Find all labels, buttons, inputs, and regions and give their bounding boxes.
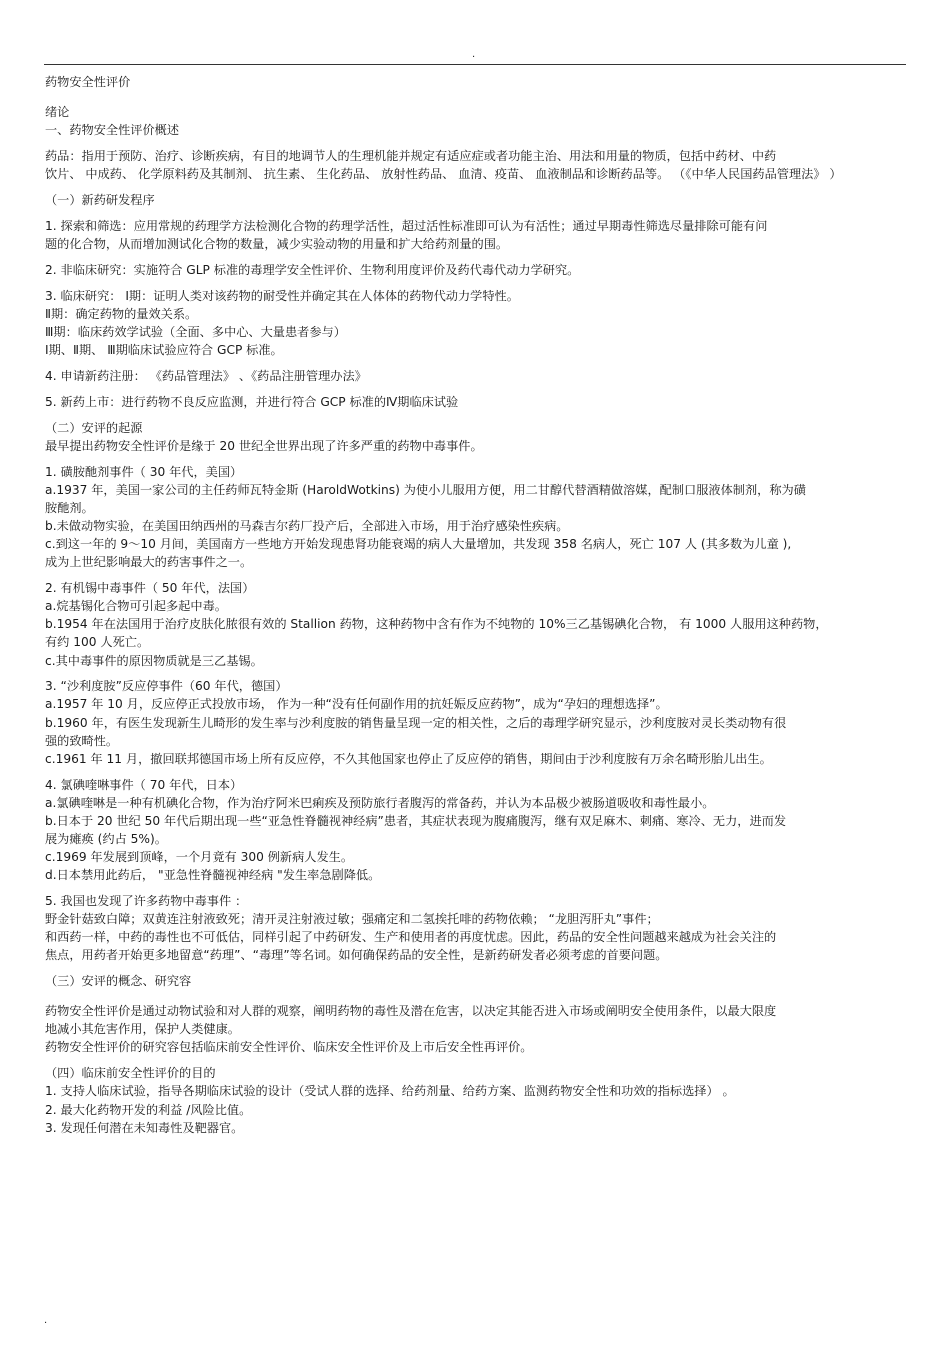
- text-line: c.其中毒事件的原因物质就是三乙基锡。: [45, 653, 263, 668]
- text-line: 5. 我国也发现了许多药物中毒事件 ：: [45, 894, 248, 909]
- text-line: b.1954 年在法国用于治疗皮肤化脓很有效的 Stallion 药物，这种药物中含有作为不纯物的 10%三乙基锡碘化合物， 有 1000 人服用这种药物，: [45, 617, 828, 632]
- text-line: 焦点，用药者开始更多地留意“药理”、“毒理”等名词。如何确保药品的安全性，是新药研发者必须考虑的首要问题。: [45, 948, 668, 963]
- text-line: Ⅰ期、Ⅱ期、 Ⅲ期临床试验应符合 GCP 标准。: [45, 343, 283, 358]
- text-line: 4. 氯碘喹啉事件（ 70 年代，日本）: [45, 777, 243, 792]
- text-line: 3. 发现任何潜在未知毒性及靶器官。: [45, 1120, 244, 1135]
- document-title: 药物安全性评价: [45, 75, 131, 89]
- header-mark: .: [472, 49, 476, 60]
- text-line: Ⅱ期：确定药物的量效关系。: [45, 306, 198, 321]
- text-line: 药物安全性评价的研究容包括临床前安全性评价、临床安全性评价及上市后安全性再评价。: [45, 1040, 533, 1055]
- text-line: 强的致畸性。: [45, 733, 119, 748]
- text-line: b.日本于 20 世纪 50 年代后期出现一些“亚急性脊髓视神经病”患者，其症状表现为腹痛腹泻，继有双足麻木、刺痛、寒冷、无力，进而发: [45, 813, 787, 828]
- text-line: 3. “沙利度胺”反应停事件（60 年代，德国）: [45, 679, 288, 694]
- text-line: c.到这一年的 9～10 月间，美国南方一些地方开始发现患肾功能衰竭的病人大量增加，共发现 358 名病人，死亡 107 人 (其多数为儿童 ),: [45, 537, 792, 552]
- text-line: 1. 磺胺酏剂事件（ 30 年代，美国）: [45, 464, 243, 479]
- text-line: c.1969 年发展到顶峰，一个月竟有 300 例新病人发生。: [45, 850, 354, 865]
- text-line: b.1960 年，有医生发现新生儿畸形的发生率与沙利度胺的销售量呈现一定的相关性，之后的毒理学研究显示，沙利度胺对灵长类动物有很: [45, 715, 787, 730]
- text-line: 5. 新药上市：进行药物不良反应监测，并进行符合 GCP 标准的Ⅳ期临床试验: [45, 394, 459, 409]
- text-line: 题的化合物，从而增加测试化合物的数量，减少实验动物的用量和扩大给药剂量的围。: [45, 237, 509, 252]
- text-line: b.未做动物实验，在美国田纳西州的马森吉尔药厂投产后，全部进入市场，用于治疗感染性疾病。: [45, 519, 569, 534]
- text-line: 2. 非临床研究：实施符合 GLP 标准的毒理学安全性评价、生物利用度评价及药代毒代动力学研究。: [45, 262, 580, 277]
- subsection-heading: （三）安评的概念、研究容: [45, 974, 192, 989]
- text-line: 展为瘫痪 (约占 5%)。: [45, 831, 167, 846]
- text-line: 药物安全性评价是通过动物试验和对人群的观察，阐明药物的毒性及潜在危害，以决定其能否进入市场或阐明安全使用条件，以最大限度: [45, 1004, 777, 1019]
- document-body: [45, 73, 910, 1137]
- text-line: 胺酏剂。: [45, 500, 94, 515]
- text-line: 2. 最大化药物开发的利益 /风险比值。: [45, 1102, 252, 1117]
- text-line: 药品：指用于预防、治疗、诊断疾病，有目的地调节人的生理机能并规定有适应症或者功能主治、用法和用量的物质，包括中药材、中药: [45, 149, 777, 164]
- text-line: Ⅲ期：临床药效学试验（全面、多中心、大量患者参与）: [45, 325, 346, 340]
- subsection-heading: （四）临床前安全性评价的目的: [45, 1066, 216, 1081]
- text-line: 4. 申请新药注册： 《药品管理法》 、《药品注册管理办法》: [45, 369, 367, 383]
- text-line: a.烷基锡化合物可引起多起中毒。: [45, 599, 227, 614]
- subsection-heading: （一）新药研发程序: [45, 193, 155, 208]
- text-line: a.氯碘喹啉是一种有机碘化合物，作为治疗阿米巴痢疾及预防旅行者腹泻的常备药，并认为本品极少被肠道吸收和毒性最小。: [45, 795, 715, 810]
- text-line: 有约 100 人死亡。: [45, 635, 150, 650]
- text-line: 地减小其危害作用，保护人类健康。: [45, 1022, 240, 1037]
- text-line: 野金针菇致白障；双黄连注射液致死；清开灵注射液过敏；强痛定和二氢挨托啡的药物依赖； “龙胆泻肝丸”事件；: [45, 912, 659, 927]
- text-line: 最早提出药物安全性评价是缘于 20 世纪全世界出现了许多严重的药物中毒事件。: [45, 438, 483, 453]
- footer-mark: .: [44, 1315, 48, 1326]
- text-line: a.1957 年 10 月，反应停正式投放市场， 作为一种“没有任何副作用的抗妊娠反应药物”，成为“孕妇的理想选择”。: [45, 697, 668, 712]
- text-line: a.1937 年，美国一家公司的主任药师瓦特金斯 (HaroldWotkins) 为使小儿服用方便，用二甘醇代替酒精做溶媒，配制口服液体制剂，称为磺: [45, 482, 806, 497]
- text-line: 1. 支持人临床试验，指导各期临床试验的设计（受试人群的选择、给药剂量、给药方案、监测药物安全性和功效的指标选择） 。: [45, 1084, 735, 1099]
- chapter-heading: 绪论: [45, 105, 70, 120]
- header-rule: [44, 64, 906, 65]
- text-line: 1. 探索和筛选：应用常规的药理学方法检测化合物的药理学活性，超过活性标准即可认为有活性；通过早期毒性筛选尽量排除可能有问: [45, 218, 768, 233]
- text-line: 3. 临床研究： Ⅰ期：证明人类对该药物的耐受性并确定其在人体体的药物代动力学特性。: [45, 288, 519, 303]
- text-line: c.1961 年 11 月，撤回联邦德国市场上所有反应停，不久其他国家也停止了反应停的销售，期间由于沙利度胺有万余名畸形胎儿出生。: [45, 751, 772, 766]
- section-heading: 一、药物安全性评价概述: [45, 123, 180, 138]
- subsection-heading: （二）安评的起源: [45, 420, 143, 435]
- text-line: 和西药一样，中药的毒性也不可低估，同样引起了中药研发、生产和使用者的再度忧虑。因此，药品的安全性问题越来越成为社会关注的: [45, 930, 777, 945]
- text-line: d.日本禁用此药后， "亚急性脊髓视神经病 "发生率急剧降低。: [45, 868, 381, 883]
- text-line: 成为上世纪影响最大的药害事件之一。: [45, 555, 253, 570]
- text-line: 饮片、 中成药、 化学原料药及其制剂、 抗生素、 生化药品、 放射性药品、 血清、疫苗、 血液制品和诊断药品等。 （《中华人民国药品管理法》 ）: [45, 167, 842, 182]
- text-line: 2. 有机锡中毒事件（ 50 年代，法国）: [45, 581, 255, 596]
